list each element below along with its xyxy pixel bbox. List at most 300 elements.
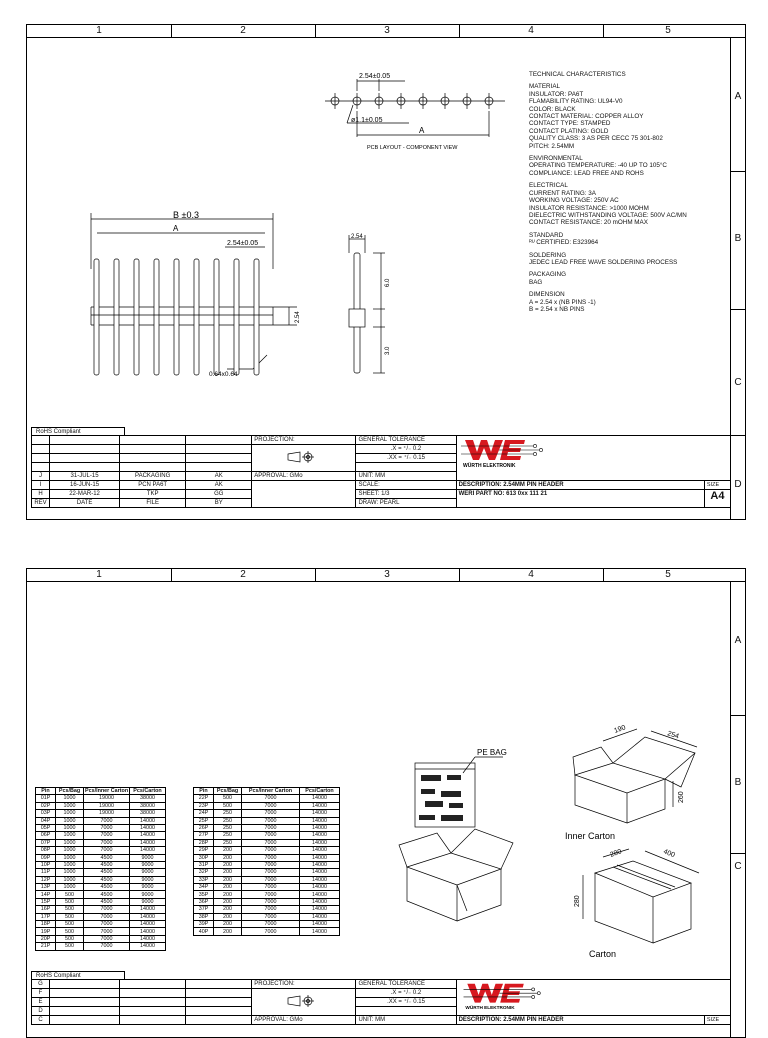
table-cell: 250 <box>214 810 242 817</box>
table-row <box>36 898 166 905</box>
packaging-table-left <box>35 787 166 951</box>
tech-line: OPERATING TEMPERATURE: -40 UP TO 105°C <box>529 162 667 170</box>
row-label: C <box>734 377 742 388</box>
table-row <box>194 913 340 920</box>
table-cell: 1000 <box>56 861 84 868</box>
table-header: Pin <box>36 788 56 795</box>
table-cell: 36P <box>194 898 214 905</box>
table-cell: 14000 <box>130 928 166 935</box>
table-cell: 14000 <box>130 847 166 854</box>
table-cell: 18P <box>36 921 56 928</box>
table-header: Pin <box>194 788 214 795</box>
tech-line: SOLDERING <box>529 251 567 259</box>
row-label: A <box>734 91 742 102</box>
table-cell: 27P <box>194 832 214 839</box>
tech-line: MATERIAL <box>529 83 561 91</box>
table-cell: 7000 <box>242 847 300 854</box>
table-cell: 13P <box>36 884 56 891</box>
front-b-label: B ±0.3 <box>173 210 199 220</box>
table-cell: 4500 <box>84 884 130 891</box>
table-cell: 250 <box>214 839 242 846</box>
table-cell: 14000 <box>300 884 340 891</box>
date-cell: 31-JUL-15 <box>50 472 120 481</box>
table-row <box>194 906 340 913</box>
table-cell: 25P <box>194 817 214 824</box>
carton-dim3: 280 <box>574 895 581 907</box>
title-block <box>31 435 731 508</box>
table-cell: 7000 <box>242 898 300 905</box>
table-cell: 28P <box>194 839 214 846</box>
table-cell: 7000 <box>84 921 130 928</box>
table-cell: 4500 <box>84 854 130 861</box>
table-cell: 1000 <box>56 869 84 876</box>
tech-line: ELECTRICAL <box>529 182 568 190</box>
scale-label: SCALE: <box>356 481 456 490</box>
table-cell: 7000 <box>84 943 130 950</box>
table-cell: 1000 <box>56 795 84 802</box>
description-label: DESCRIPTION: 2.54MM PIN HEADER <box>456 1016 704 1025</box>
rev-cell: G <box>32 980 50 989</box>
table-cell: 39P <box>194 921 214 928</box>
row-label: D <box>734 479 742 490</box>
part-number-label: WERI PART NO: 613 0xx 111 21 <box>456 490 704 508</box>
rev-header: REV <box>32 499 50 508</box>
table-cell: 200 <box>214 847 242 854</box>
table-cell: 14000 <box>300 921 340 928</box>
table-cell: 38000 <box>130 802 166 809</box>
inner-carton-label: Inner Carton <box>565 831 616 841</box>
table-cell: 1000 <box>56 824 84 831</box>
tech-line: ENVIRONMENTAL <box>529 155 583 163</box>
table-cell: 26P <box>194 824 214 831</box>
tech-line: CONTACT MATERIAL: COPPER ALLOY <box>529 113 644 121</box>
table-cell: 21P <box>36 943 56 950</box>
table-cell: 7000 <box>242 795 300 802</box>
pe-bag-label: PE BAG <box>477 748 507 757</box>
tech-line: BAG <box>529 278 543 286</box>
table-cell: 10P <box>36 861 56 868</box>
table-row <box>36 824 166 831</box>
table-cell: 14000 <box>130 906 166 913</box>
table-cell: 250 <box>214 817 242 824</box>
table-cell: 7000 <box>84 935 130 942</box>
table-cell: 200 <box>214 913 242 920</box>
table-row <box>36 906 166 913</box>
table-cell: 02P <box>36 802 56 809</box>
table-cell: 14000 <box>300 802 340 809</box>
row-label: C <box>734 861 742 872</box>
tech-line: WORKING VOLTAGE: 250V AC <box>529 197 619 205</box>
rohs-label: RoHS Compliant <box>31 427 125 435</box>
column-label: 4 <box>528 569 534 580</box>
tech-line: CONTACT RESISTANCE: 20 mOHM MAX <box>529 219 648 227</box>
table-cell: 9000 <box>130 869 166 876</box>
tech-line: ᴿᵁ CERTIFIED: E323964 <box>529 239 599 247</box>
technical-characteristics <box>529 71 739 318</box>
tolerance-x: .X = ⁺/₋ 0.2 <box>356 989 456 998</box>
column-header <box>27 25 745 38</box>
front-pin-label: 0.64x0.64 <box>209 371 238 378</box>
row-label: B <box>734 233 742 244</box>
file-header: FILE <box>120 499 186 508</box>
table-row <box>194 810 340 817</box>
size-label: SIZE <box>704 1016 730 1025</box>
table-cell: 7000 <box>84 906 130 913</box>
approval-label: APPROVAL: GMo <box>252 1016 356 1025</box>
pe-bag-drawing <box>413 743 507 829</box>
rev-cell: E <box>32 998 50 1007</box>
table-cell: 15P <box>36 898 56 905</box>
tolerance-xx: .XX = ⁺/₋ 0.15 <box>356 454 456 463</box>
tech-line: CURRENT RATING: 3A <box>529 189 596 197</box>
column-label: 3 <box>384 25 390 36</box>
table-cell: 30P <box>194 854 214 861</box>
table-cell: 200 <box>214 891 242 898</box>
table-cell: 19P <box>36 928 56 935</box>
unit-label: UNIT: MM <box>356 1016 456 1025</box>
column-label: 3 <box>384 569 390 580</box>
table-row <box>194 854 340 861</box>
side-view-drawing <box>343 229 403 379</box>
tech-line: CONTACT TYPE: STAMPED <box>529 120 611 128</box>
table-cell: 19000 <box>84 810 130 817</box>
row-label: B <box>734 777 742 788</box>
file-cell: PCN PA6T <box>120 481 186 490</box>
table-cell: 14000 <box>300 832 340 839</box>
rev-cell: I <box>32 481 50 490</box>
table-cell: 7000 <box>242 869 300 876</box>
table-cell: 14000 <box>130 824 166 831</box>
table-cell: 38P <box>194 913 214 920</box>
table-row <box>194 891 340 898</box>
table-cell: 4500 <box>84 891 130 898</box>
tech-line: JEDEC LEAD FREE WAVE SOLDERING PROCESS <box>529 258 678 266</box>
table-row <box>36 921 166 928</box>
table-row <box>36 854 166 861</box>
size-label: SIZE <box>704 481 730 490</box>
title-block <box>31 979 731 1025</box>
table-cell: 14000 <box>300 824 340 831</box>
table-cell: 200 <box>214 906 242 913</box>
table-cell: 9000 <box>130 861 166 868</box>
packaging-table-right <box>193 787 340 936</box>
front-a-label: A <box>173 224 179 233</box>
column-label: 2 <box>240 25 246 36</box>
projection-symbol <box>254 993 350 1009</box>
column-label: 5 <box>665 569 671 580</box>
general-tolerance-label: GENERAL TOLERANCE <box>356 980 456 989</box>
table-cell: 14000 <box>300 891 340 898</box>
table-cell: 500 <box>214 802 242 809</box>
table-cell: 32P <box>194 869 214 876</box>
tolerance-x: .X = ⁺/₋ 0.2 <box>356 445 456 454</box>
row-header <box>730 581 745 1037</box>
table-cell: 200 <box>214 898 242 905</box>
logo-text: WÜRTH ELEKTRONIK <box>464 1005 515 1011</box>
front-pitch-label: 2.54±0.05 <box>227 240 259 247</box>
inner-carton-dim2: 254 <box>666 730 680 741</box>
table-row <box>36 839 166 846</box>
table-row <box>36 928 166 935</box>
table-cell: 500 <box>56 906 84 913</box>
table-cell: 19000 <box>84 795 130 802</box>
table-cell: 4500 <box>84 898 130 905</box>
table-cell: 14000 <box>130 913 166 920</box>
table-cell: 35P <box>194 891 214 898</box>
table-cell: 500 <box>214 795 242 802</box>
table-cell: 16P <box>36 906 56 913</box>
table-row <box>194 847 340 854</box>
pcb-pitch-label: 2.54±0.05 <box>359 73 391 80</box>
inner-carton-dim1: 190 <box>613 724 627 735</box>
projection-label: PROJECTION: <box>252 980 356 989</box>
table-cell: 14000 <box>130 817 166 824</box>
table-cell: 34P <box>194 884 214 891</box>
unit-label: UNIT: MM <box>356 472 456 481</box>
table-cell: 500 <box>56 891 84 898</box>
table-cell: 7000 <box>84 839 130 846</box>
tech-line: INSULATOR RESISTANCE: >1000 MOHM <box>529 204 649 212</box>
side-upper-label: 6.0 <box>385 278 391 287</box>
table-row <box>194 802 340 809</box>
table-cell: 9000 <box>130 854 166 861</box>
table-cell: 9000 <box>130 898 166 905</box>
table-cell: 500 <box>56 921 84 928</box>
table-cell: 17P <box>36 913 56 920</box>
rev-cell: C <box>32 1016 50 1025</box>
table-header: Pcs/Carton <box>300 788 340 795</box>
table-cell: 05P <box>36 824 56 831</box>
inner-carton-drawing <box>561 719 721 843</box>
table-header: Pcs/Inner Carton <box>85 788 129 795</box>
tech-line: DIMENSION <box>529 291 565 299</box>
by-header: BY <box>186 499 252 508</box>
rev-cell: H <box>32 490 50 499</box>
table-cell: 14000 <box>300 817 340 824</box>
table-cell: 7000 <box>242 832 300 839</box>
table-cell: 33P <box>194 876 214 883</box>
table-cell: 1000 <box>56 817 84 824</box>
table-row <box>194 861 340 868</box>
tech-line: COLOR: BLACK <box>529 105 576 113</box>
file-cell: PACKAGING <box>120 472 186 481</box>
column-label: 4 <box>528 25 534 36</box>
pcb-length-label: A <box>419 126 425 135</box>
table-row <box>36 884 166 891</box>
table-cell: 22P <box>194 795 214 802</box>
column-label: 5 <box>665 25 671 36</box>
table-cell: 14000 <box>130 839 166 846</box>
table-cell: 7000 <box>84 928 130 935</box>
table-cell: 31P <box>194 861 214 868</box>
by-cell: AK <box>186 481 252 490</box>
table-row <box>194 898 340 905</box>
rev-cell: F <box>32 989 50 998</box>
table-cell: 14000 <box>300 847 340 854</box>
table-row <box>36 861 166 868</box>
table-row <box>194 824 340 831</box>
tech-line: TECHNICAL CHARACTERISTICS <box>529 71 626 78</box>
table-cell: 14000 <box>130 935 166 942</box>
table-row <box>194 839 340 846</box>
front-insulator-label: 2.54 <box>295 311 301 323</box>
table-cell: 200 <box>214 854 242 861</box>
row-label: A <box>734 635 742 646</box>
table-cell: 04P <box>36 817 56 824</box>
by-cell: AK <box>186 472 252 481</box>
table-cell: 29P <box>194 847 214 854</box>
carton-label: Carton <box>589 949 617 959</box>
table-cell: 23P <box>194 802 214 809</box>
table-cell: 7000 <box>242 876 300 883</box>
inner-carton-dim3: 260 <box>678 791 685 803</box>
table-cell: 14P <box>36 891 56 898</box>
tech-line: PITCH: 2.54MM <box>529 142 575 150</box>
sheet-label: SHEET: 1/3 <box>356 490 456 499</box>
drawing-sheet-2 <box>26 568 746 1038</box>
table-header: Pcs/Bag <box>56 788 84 795</box>
pcb-layout-caption: PCB LAYOUT - COMPONENT VIEW <box>367 145 458 151</box>
table-cell: 1000 <box>56 839 84 846</box>
table-cell: 14000 <box>300 898 340 905</box>
column-header <box>27 569 745 582</box>
table-cell: 4500 <box>84 869 130 876</box>
table-row <box>36 817 166 824</box>
table-cell: 7000 <box>242 906 300 913</box>
table-cell: 500 <box>56 943 84 950</box>
table-cell: 14000 <box>300 906 340 913</box>
table-header: Pcs/Carton <box>130 788 166 795</box>
table-cell: 1000 <box>56 876 84 883</box>
table-cell: 7000 <box>242 824 300 831</box>
table-cell: 1000 <box>56 832 84 839</box>
table-cell: 14000 <box>300 839 340 846</box>
description-label: DESCRIPTION: 2.54MM PIN HEADER <box>456 481 704 490</box>
tech-line: CONTACT PLATING: GOLD <box>529 127 609 135</box>
table-cell: 14000 <box>300 810 340 817</box>
tolerance-xx: .XX = ⁺/₋ 0.15 <box>356 998 456 1007</box>
table-row <box>36 795 166 802</box>
date-header: DATE <box>50 499 120 508</box>
table-cell: 200 <box>214 876 242 883</box>
table-cell: 4500 <box>84 876 130 883</box>
table-cell: 40P <box>194 928 214 935</box>
table-cell: 500 <box>56 898 84 905</box>
table-header: Pcs/Inner Carton <box>242 788 300 795</box>
tech-line: B = 2.54 x NB PINS <box>529 305 585 313</box>
table-row <box>36 935 166 942</box>
column-label: 2 <box>240 569 246 580</box>
table-cell: 14000 <box>130 832 166 839</box>
table-row <box>194 832 340 839</box>
table-cell: 14000 <box>300 861 340 868</box>
table-row <box>194 928 340 935</box>
table-cell: 38000 <box>130 810 166 817</box>
table-cell: 250 <box>214 824 242 831</box>
column-label: 1 <box>96 25 102 36</box>
table-row <box>36 802 166 809</box>
size-value: A4 <box>704 490 730 508</box>
table-cell: 7000 <box>84 832 130 839</box>
tech-line: QUALITY CLASS: 3 AS PER CECC 75 301-802 <box>529 135 663 143</box>
drawing-sheet-1 <box>26 24 746 520</box>
table-row <box>36 876 166 883</box>
table-cell: 7000 <box>242 928 300 935</box>
table-cell: 7000 <box>84 817 130 824</box>
side-width-label: 2.54 <box>351 234 363 240</box>
table-cell: 200 <box>214 861 242 868</box>
projection-symbol <box>254 449 350 465</box>
table-cell: 500 <box>56 928 84 935</box>
column-label: 1 <box>96 569 102 580</box>
table-row <box>194 817 340 824</box>
table-cell: 14000 <box>130 943 166 950</box>
table-row <box>36 832 166 839</box>
table-cell: 38000 <box>130 795 166 802</box>
table-cell: 7000 <box>84 913 130 920</box>
table-cell: 9000 <box>130 876 166 883</box>
logo-text: WÜRTH ELEKTRONIK <box>462 463 516 469</box>
by-cell: GG <box>186 490 252 499</box>
table-cell: 06P <box>36 832 56 839</box>
tech-line: A = 2.54 x (NB PINS -1) <box>529 298 596 306</box>
table-row <box>36 847 166 854</box>
pcb-hole-label: ø1.1±0.05 <box>351 117 383 124</box>
table-cell: 7000 <box>242 921 300 928</box>
file-cell: TKP <box>120 490 186 499</box>
table-cell: 1000 <box>56 847 84 854</box>
tech-line: PACKAGING <box>529 271 566 279</box>
table-cell: 200 <box>214 884 242 891</box>
table-cell: 1000 <box>56 802 84 809</box>
tech-line: DIELECTRIC WITHSTANDING VOLTAGE: 500V AC/MN <box>529 211 687 219</box>
table-cell: 7000 <box>84 824 130 831</box>
table-row <box>194 884 340 891</box>
table-cell: 7000 <box>242 802 300 809</box>
table-cell: 19000 <box>84 802 130 809</box>
tech-line: COMPLIANCE: LEAD FREE AND ROHS <box>529 169 644 177</box>
open-carton-drawing <box>397 821 517 927</box>
table-cell: 1000 <box>56 810 84 817</box>
table-cell: 20P <box>36 935 56 942</box>
pcb-layout-drawing <box>321 65 521 155</box>
wurth-logo <box>459 436 549 470</box>
table-cell: 4500 <box>84 861 130 868</box>
table-row <box>36 913 166 920</box>
carton-drawing <box>563 845 723 961</box>
table-cell: 14000 <box>300 876 340 883</box>
rev-cell: D <box>32 1007 50 1016</box>
projection-label: PROJECTION: <box>252 436 356 445</box>
table-cell: 9000 <box>130 891 166 898</box>
table-cell: 12P <box>36 876 56 883</box>
table-cell: 14000 <box>300 928 340 935</box>
table-cell: 500 <box>56 913 84 920</box>
table-cell: 14000 <box>300 869 340 876</box>
table-cell: 14000 <box>130 921 166 928</box>
table-header: Pcs/Bag <box>214 788 242 795</box>
table-cell: 24P <box>194 810 214 817</box>
table-cell: 9000 <box>130 884 166 891</box>
table-cell: 7000 <box>242 839 300 846</box>
table-cell: 14000 <box>300 854 340 861</box>
carton-dim1: 280 <box>609 848 623 859</box>
table-cell: 7000 <box>242 891 300 898</box>
table-cell: 01P <box>36 795 56 802</box>
table-cell: 200 <box>214 928 242 935</box>
table-cell: 7000 <box>242 913 300 920</box>
table-cell: 7000 <box>84 847 130 854</box>
